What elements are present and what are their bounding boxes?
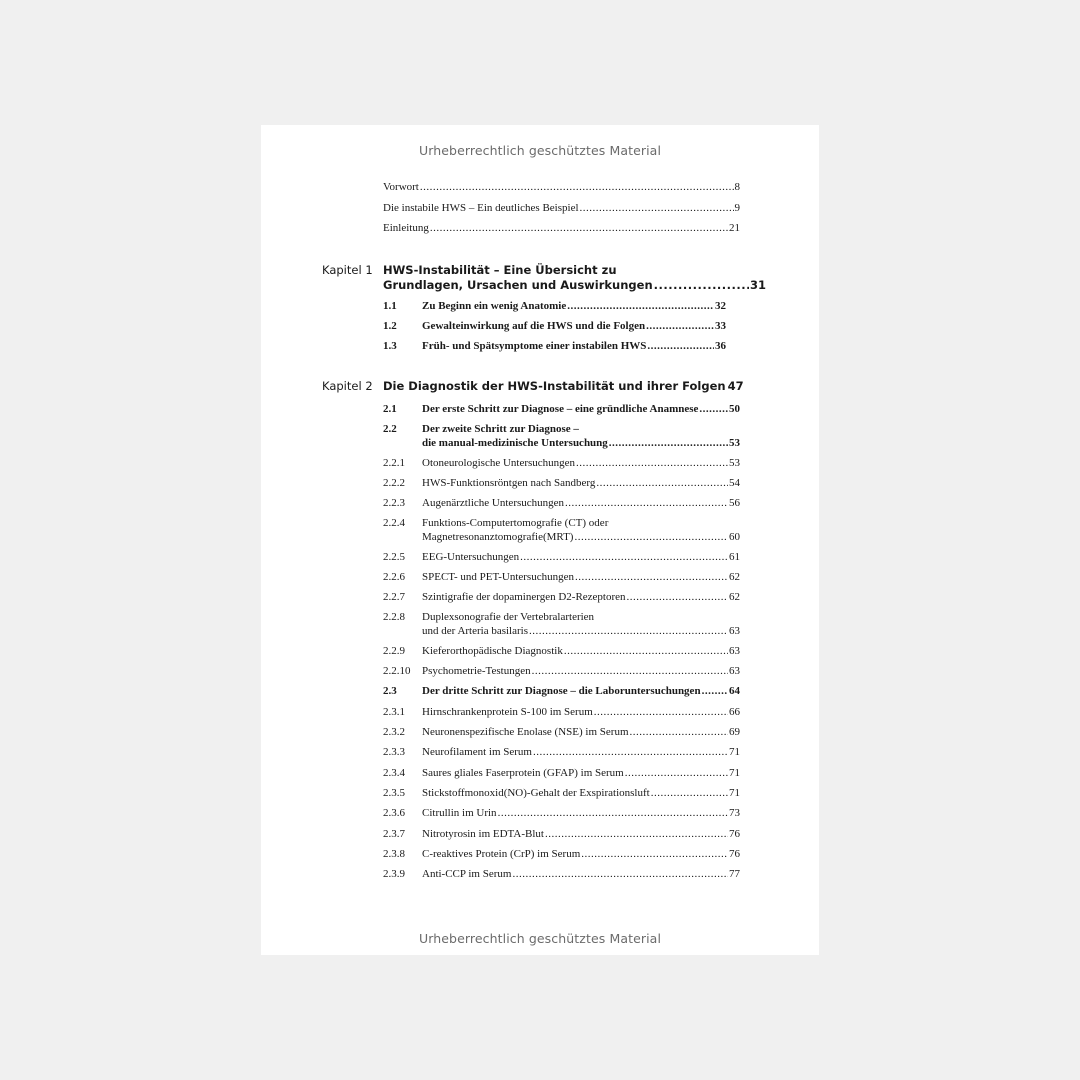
section-title: Stickstoffmonoxid(NO)-Gehalt der Exspirationsluft <box>422 787 650 799</box>
section-title: Saures gliales Faserprotein (GFAP) im Serum <box>422 767 624 779</box>
section-number: 2.3.4 <box>383 767 405 779</box>
toc-title: Die instabile HWS – Ein deutliches Beispiel <box>383 202 579 214</box>
section-title: Zu Beginn ein wenig Anatomie <box>422 300 567 312</box>
section-number: 1.1 <box>383 300 397 312</box>
leader-dots <box>564 644 728 658</box>
section-title: Hirnschrankenprotein S-100 im Serum <box>422 706 593 718</box>
section-number: 2.3.9 <box>383 868 405 880</box>
leader-dots <box>520 550 728 564</box>
section-number: 2.3.8 <box>383 848 405 860</box>
chapter-title-line2: Grundlagen, Ursachen und Auswirkungen <box>383 278 653 292</box>
section-title: Citrullin im Urin <box>422 807 497 819</box>
leader-dots <box>430 221 728 235</box>
leader-dots <box>532 664 728 678</box>
section-number: 2.2.8 <box>383 611 405 623</box>
watermark-bottom: Urheberrechtlich geschütztes Material <box>418 931 662 946</box>
section-title: Anti-CCP im Serum <box>422 868 512 880</box>
toc-page: 9 <box>734 202 740 214</box>
chapter-page: 47 <box>727 379 744 393</box>
section-title-line2: und der Arteria basilaris <box>422 625 528 637</box>
section-number: 2.3.2 <box>383 726 405 738</box>
section-page: 66 <box>729 706 740 718</box>
chapter-title: Die Diagnostik der HWS-Instabilität und ihrer Folgen <box>383 379 726 393</box>
section-page: 61 <box>729 551 740 563</box>
leader-dots <box>575 570 728 584</box>
leader-dots <box>498 806 728 820</box>
section-title: Otoneurologische Untersuchungen <box>422 457 576 469</box>
chapter-label: Kapitel 2 <box>322 379 373 393</box>
section-page: 71 <box>729 746 740 758</box>
toc-title: Einleitung <box>383 222 429 234</box>
leader-dots <box>594 705 728 719</box>
section-number: 2.2.10 <box>383 665 411 677</box>
section-page: 71 <box>729 767 740 779</box>
leader-dots <box>702 684 728 698</box>
toc-title: Vorwort <box>383 181 419 193</box>
section-title: SPECT- und PET-Untersuchungen <box>422 571 574 583</box>
leader-dots <box>529 624 728 638</box>
toc-page: 8 <box>734 181 740 193</box>
section-number: 2.2.6 <box>383 571 405 583</box>
section-number: 1.3 <box>383 340 397 352</box>
toc-front-einleitung <box>383 221 740 235</box>
section-number: 2.3.1 <box>383 706 405 718</box>
section-page: 33 <box>715 320 726 332</box>
section-title: Nitrotyrosin im EDTA-Blut <box>422 828 544 840</box>
leader-dots <box>647 339 714 353</box>
section-page: 71 <box>729 787 740 799</box>
section-title: Szintigrafie der dopaminergen D2-Rezeptoren <box>422 591 626 603</box>
section-title: Gewalteinwirkung auf die HWS und die Folgen <box>422 320 646 332</box>
section-page: 60 <box>729 531 740 543</box>
section-page: 36 <box>715 340 726 352</box>
leader-dots <box>654 278 749 293</box>
section-number: 2.3.5 <box>383 787 405 799</box>
section-title: Der erste Schritt zur Diagnose – eine gründliche Anamnese <box>422 403 699 415</box>
section-title: C-reaktives Protein (CrP) im Serum <box>422 848 581 860</box>
section-page: 76 <box>729 848 740 860</box>
leader-dots <box>581 847 728 861</box>
leader-dots <box>576 456 728 470</box>
section-number: 2.2.9 <box>383 645 405 657</box>
section-title-line2: die manual-medizinische Untersuchung <box>422 437 608 449</box>
section-page: 64 <box>729 685 740 697</box>
section-number: 2.2.4 <box>383 517 405 529</box>
section-title: Neuronenspezifische Enolase (NSE) im Serum <box>422 726 629 738</box>
section-page: 62 <box>729 571 740 583</box>
section-page: 54 <box>729 477 740 489</box>
section-number: 2.2.5 <box>383 551 405 563</box>
section-number: 2.3.7 <box>383 828 405 840</box>
section-title: Früh- und Spätsymptome einer instabilen HWS <box>422 340 647 352</box>
leader-dots <box>420 180 734 194</box>
leader-dots <box>651 786 728 800</box>
section-title-line1: Funktions-Computertomografie (CT) oder <box>422 517 609 529</box>
section-page: 50 <box>729 403 740 415</box>
chapter-title-line1: HWS-Instabilität – Eine Übersicht zu <box>383 263 617 277</box>
section-title: EEG-Untersuchungen <box>422 551 520 563</box>
leader-dots <box>565 496 728 510</box>
leader-dots <box>574 530 728 544</box>
section-number: 1.2 <box>383 320 397 332</box>
section-page: 53 <box>729 457 740 469</box>
leader-dots <box>630 725 729 739</box>
section-title: Psychometrie-Testungen <box>422 665 531 677</box>
section-title-line1: Duplexsonografie der Vertebralarterien <box>422 611 595 623</box>
section-title: HWS-Funktionsröntgen nach Sandberg <box>422 477 596 489</box>
section-title: Neurofilament im Serum <box>422 746 532 758</box>
section-title-line2: Magnetresonanztomografie(MRT) <box>422 531 574 543</box>
section-title: Der dritte Schritt zur Diagnose – die Laboruntersuchungen <box>422 685 701 697</box>
section-number: 2.2.7 <box>383 591 405 603</box>
section-title: Augenärztliche Untersuchungen <box>422 497 565 509</box>
section-page: 53 <box>729 437 740 449</box>
section-number: 2.3 <box>383 685 397 697</box>
toc-front-vorwort <box>383 180 740 194</box>
leader-dots <box>580 201 734 215</box>
section-page: 76 <box>729 828 740 840</box>
section-number: 2.2 <box>383 423 397 435</box>
leader-dots <box>699 402 728 416</box>
section-number: 2.3.6 <box>383 807 405 819</box>
section-page: 69 <box>729 726 740 738</box>
section-title-line1: Der zweite Schritt zur Diagnose – <box>422 423 579 435</box>
section-page: 63 <box>729 665 740 677</box>
leader-dots <box>596 476 728 490</box>
section-number: 2.2.3 <box>383 497 405 509</box>
leader-dots <box>627 590 728 604</box>
leader-dots <box>533 745 728 759</box>
chapter-label: Kapitel 1 <box>322 263 373 277</box>
section-title: Kieferorthopädische Diagnostik <box>422 645 563 657</box>
leader-dots <box>545 827 728 841</box>
section-page: 62 <box>729 591 740 603</box>
leader-dots <box>646 319 714 333</box>
section-page: 56 <box>729 497 740 509</box>
section-page: 63 <box>729 625 740 637</box>
book-page <box>261 125 819 955</box>
section-page: 32 <box>715 300 726 312</box>
leader-dots <box>625 766 728 780</box>
leader-dots <box>609 436 728 450</box>
section-page: 63 <box>729 645 740 657</box>
section-number: 2.2.1 <box>383 457 405 469</box>
toc-page: 21 <box>729 222 740 234</box>
leader-dots <box>512 867 728 881</box>
section-number: 2.2.2 <box>383 477 405 489</box>
toc-front-beispiel <box>383 201 740 215</box>
leader-dots <box>567 299 714 313</box>
section-page: 73 <box>729 807 740 819</box>
watermark-top: Urheberrechtlich geschütztes Material <box>418 143 662 158</box>
section-page: 77 <box>729 868 740 880</box>
section-number: 2.3.3 <box>383 746 405 758</box>
chapter-page: 31 <box>749 278 766 292</box>
section-number: 2.1 <box>383 403 397 415</box>
